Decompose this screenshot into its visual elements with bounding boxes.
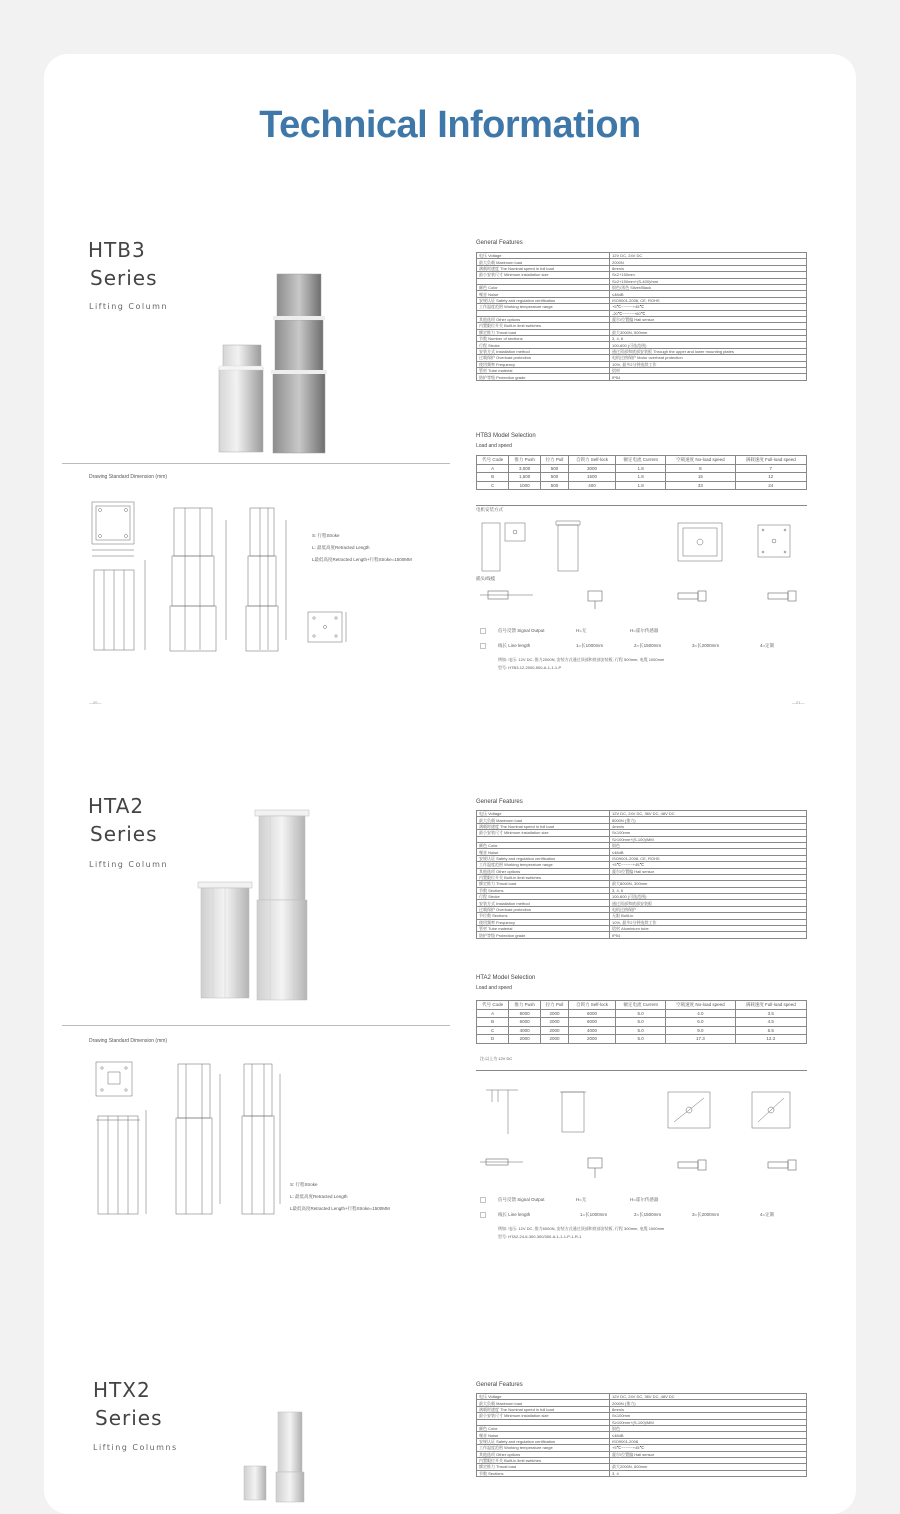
selection-header: 满载速度 Full-load speed [735,456,806,465]
hta2-cable-drawings [478,1152,808,1192]
spec-key: 噪音 Noise [477,291,610,297]
htx2-product-image [240,1408,310,1500]
hta2-opt2-c: 3=长2000mm [692,1212,720,1217]
selection-cell: 24 [735,481,806,490]
spec-key: 最大负载 Maximum load [477,1400,610,1406]
selection-header: 自锁力 Self-lock [568,456,615,465]
hta2-series-name [88,792,158,848]
spec-key: 内置限位开关 Built-in limit switches [477,323,610,329]
spec-value: 10%, 最多2分钟连续工作 [610,919,807,925]
hta2-opt1-b: H=霍尔传感器 [630,1197,659,1202]
spec-value: 无限 Built-in [610,913,807,919]
selection-cell: 2000 [540,1026,568,1035]
hta2-opt2-d: 4=定制 [760,1212,775,1217]
spec-value: ≤48dB [610,1432,807,1438]
selection-header: 额定电流 Current [616,456,666,465]
spec-value: S≤100mm [610,1413,807,1419]
htb3-option-checkboxes[interactable] [480,628,488,650]
spec-value: ISO9001-2008, CE, ROHS [610,297,807,303]
selection-cell: 5.0 [616,1026,666,1035]
spec-key: 过载保护 Overload protection [477,355,610,361]
htb3-divider [62,463,450,464]
spec-key: 行程 Stroke [477,894,610,900]
selection-cell: 4.5 [735,1018,806,1027]
hta2-legend-total: L最低高度Retracted Length+行程Stroke=1500MM [290,1206,390,1211]
spec-value: -20℃~~~~~+60℃ [610,310,807,316]
spec-value: 100-600 (可选范围) [610,894,807,900]
htb3-name-line1: HTB3 [88,238,146,262]
spec-key: 颜色 Color [477,842,610,848]
htx2-series-name [93,1376,163,1432]
selection-cell: 5.0 [616,1009,666,1018]
spec-key: 安装方式 Installation method [477,348,610,354]
spec-key: 最小安装尺寸 Minimum installation size [477,272,610,278]
spec-row [477,1470,807,1476]
spec-key: 额定推力 Thrust load [477,881,610,887]
spec-value: +5℃~~~~~+45℃ [610,862,807,868]
htb3-opt1-label: 信号反馈 Signal Output [498,628,545,633]
htb3-cable-drawings [478,585,808,620]
selection-cell: 2000 [568,1035,615,1044]
hta2-name-line1: HTA2 [88,794,145,818]
htb3-selection-sub: Load and speed [476,443,512,449]
spec-key: 内置限位开关 Built-in limit switches [477,874,610,880]
htb3-features-title: General Features [476,240,523,246]
htb3-note2: 型号: HTB3-12-2000-500-A-1-1-1-P [498,665,562,670]
selection-header: 额定电流 Current [616,1001,666,1010]
hta2-drawing-title: Drawing Standard Dimension (mm) [89,1038,168,1044]
hta2-mount-divider [476,1070,807,1071]
selection-cell: 1000 [509,481,541,490]
spec-key: 额定推力 Thrust load [477,329,610,335]
selection-header: 空载速度 No-load speed [666,1001,735,1010]
selection-cell: 1.8 [616,481,666,490]
spec-value: 最大2000N, 600mm [610,1464,807,1470]
selection-cell: 33 [666,481,735,490]
selection-cell: D [477,1035,509,1044]
htb3-cable-title: 插头/线缆 [476,576,496,581]
hta2-divider [62,1025,450,1026]
spec-key: 节位数 Sections [477,913,610,919]
selection-cell: 3,000 [509,464,541,473]
htb3-legend-retracted: L: 最低高度Retracted Length [312,545,370,550]
spec-key: 最小安装尺寸 Minimum installation size [477,1413,610,1419]
spec-key: 噪音 Noise [477,849,610,855]
selection-cell: 2000 [540,1009,568,1018]
selection-cell: 4.0 [666,1009,735,1018]
spec-key: 过载保护 Overload protection [477,906,610,912]
htx2-features-table [476,1393,807,1477]
spec-key: 颜色 Color [477,284,610,290]
spec-value: S≤2+150mm [610,272,807,278]
selection-cell: 6.5 [735,1026,806,1035]
htx2-name-line1: HTX2 [93,1378,151,1402]
spec-key: 工作温度范围 Working temperature range [477,1445,610,1451]
spec-value: 银色 [610,1425,807,1431]
htb3-page-left: —20— [89,700,102,705]
selection-cell: 1,500 [509,473,541,482]
spec-value: 8mm/s [610,1406,807,1412]
spec-value: 银色 [610,842,807,848]
selection-header: 代号 Code [477,1001,509,1010]
selection-cell: C [477,481,509,490]
hta2-name-line2: Series [90,822,158,846]
selection-row [477,464,807,473]
selection-cell: 1.8 [616,473,666,482]
hta2-subtitle: Lifting Column [89,860,169,869]
spec-value: S≥2+150mm+(S-400)/mm [610,278,807,284]
spec-value: 10%, 最多2分钟连续工作 [610,361,807,367]
selection-cell: 1.8 [616,464,666,473]
spec-key: 使用频率 Frequency [477,361,610,367]
selection-cell: 500 [540,473,568,482]
spec-value: 3, 4, 6 [610,887,807,893]
spec-value: 2000N (推力) [610,1400,807,1406]
spec-key: 其他选项 Other options [477,868,610,874]
htb3-opt2-label: 线长 Line length [498,643,531,648]
selection-cell: 17.3 [666,1035,735,1044]
spec-key: 管材 Tube material [477,368,610,374]
hta2-selection-sub: Load and speed [476,985,512,991]
hta2-note1: 例如: 电压: 12V DC, 推力6000N, 安装方式通过顶部和底部安装板, 行程 300mm, 电缆 1000mm [498,1226,665,1231]
htb3-mount-divider [476,505,807,506]
htb3-product-image [215,270,325,455]
spec-key: 工作温度范围 Working temperature range [477,304,610,310]
htb3-series-name [88,236,158,292]
spec-value: S≥100mm+(S-100)/MM [610,836,807,842]
hta2-selection-title: HTA2 Model Selection [476,975,536,981]
selection-header: 拉力 Pull [540,456,568,465]
spec-key: 颜色 Color [477,1425,610,1431]
hta2-features-table [476,810,807,939]
htb3-opt1-b: H=霍尔传感器 [630,628,659,633]
selection-cell: 4000 [568,1026,615,1035]
hta2-product-image [195,806,315,1006]
spec-value: 4mm/s [610,823,807,829]
spec-value: 100-600 (可选范围) [610,342,807,348]
selection-header: 空载速度 No-load speed [666,456,735,465]
spec-key: 额定推力 Thrust load [477,1464,610,1470]
htb3-subtitle: Lifting Column [89,302,169,311]
hta2-legend-stroke: S: 行程Stroke [290,1182,318,1187]
spec-value: 8000N (推力) [610,817,807,823]
spec-key: 使用频率 Frequency [477,919,610,925]
htb3-features-table [476,252,807,381]
spec-key: 最大负载 Maximum load [477,259,610,265]
htb3-selection-table [476,455,807,490]
spec-value: 通过顶部和底部安装板 Through the upper and lower mounting plates [610,348,807,354]
htb3-mount-drawings [478,515,808,575]
spec-key: 其他选项 Other options [477,1451,610,1457]
htb3-note1: 例如: 电压: 12V DC, 推力2000N, 安装方式通过顶部和底部安装板, 行程 500mm, 电缆 1000mm [498,657,665,662]
selection-cell: 12.3 [735,1035,806,1044]
selection-cell: 500 [540,481,568,490]
selection-cell: 3000 [568,464,615,473]
htb3-name-line2: Series [90,266,158,290]
selection-header: 推力 Push [509,1001,541,1010]
spec-value: 12V DC, 24V DC, 36V DC, 48V DC [610,811,807,817]
selection-row [477,481,807,490]
spec-key: 满载时速度 The Nominal speed in full load [477,1406,610,1412]
selection-cell: 400 [568,481,615,490]
spec-key: 管材 Tube material [477,926,610,932]
spec-value: +5℃~~~~~+45℃ [610,1445,807,1451]
spec-row [477,932,807,938]
hta2-opt1-a: H=无 [576,1197,587,1202]
selection-cell: 6.0 [666,1018,735,1027]
spec-value: 最大3000N, 500mm [610,329,807,335]
hta2-note2: 型号: HTA2-24-6-300-300/300-A-1-1-1-P-1-R-1 [498,1234,582,1239]
selection-row [477,1026,807,1035]
spec-key: 防护等级 Protection grade [477,932,610,938]
spec-value: 8mm/s [610,265,807,271]
spec-value: 12V DC, 24V DC, 36V DC, 48V DC [610,1394,807,1400]
spec-key: 安规认证 Safety and regulation certification [477,1438,610,1444]
spec-value: S≥100mm+(S-100)/MM [610,1419,807,1425]
spec-value: 最大8000N, 300mm [610,881,807,887]
hta2-mount-drawings [478,1074,808,1139]
selection-cell: 15 [666,473,735,482]
spec-value: ≤48dB [610,849,807,855]
selection-header: 满载速度 Full-load speed [735,1001,806,1010]
spec-key: 节数 Sections [477,1470,610,1476]
spec-key: 电压 Voltage [477,253,610,259]
spec-value: 霍尔/位置编 Hall sensor [610,868,807,874]
spec-value: ISO9001-2008, CE, ROHS [610,855,807,861]
spec-value: 12V DC, 24V DC [610,253,807,259]
selection-cell: 6000 [568,1018,615,1027]
selection-cell: 3.5 [735,1009,806,1018]
htb3-mount-title: 电机安装方式 [476,507,503,512]
hta2-legend-retracted: L: 最低高度Retracted Length [290,1194,348,1199]
spec-value: 霍尔/位置编 Hall sensor [610,1451,807,1457]
selection-row [477,1009,807,1018]
selection-cell: 5.0 [616,1018,666,1027]
page-title: Technical Information [259,104,641,146]
htb3-selection-title: HTB3 Model Selection [476,433,536,439]
htx2-features-title: General Features [476,1382,523,1388]
hta2-opt2-label: 线长 Line length [498,1212,531,1217]
spec-key: 最大负载 Maximum load [477,817,610,823]
selection-cell: 2000 [540,1035,568,1044]
spec-key: 行程 Stroke [477,342,610,348]
spec-value: 3, 4 [610,1470,807,1476]
hta2-features-title: General Features [476,799,523,805]
selection-cell: A [477,464,509,473]
selection-cell: B [477,1018,509,1027]
spec-value: 电机过热保护 [610,906,807,912]
hta2-dimension-drawing [94,1060,394,1220]
spec-value: 2000N [610,259,807,265]
selection-cell: 2000 [509,1035,541,1044]
selection-cell: 7 [735,464,806,473]
spec-key: 满载时速度 The Nominal speed in full load [477,265,610,271]
spec-value: IP54 [610,374,807,380]
selection-row [477,473,807,482]
spec-value: 电机过热保护 Motor overheat protection [610,355,807,361]
selection-cell: 4000 [509,1026,541,1035]
spec-value: 铝材 [610,368,807,374]
spec-key: 安装方式 Installation method [477,900,610,906]
selection-header-row [477,456,807,465]
htb3-dimension-drawing [90,500,440,660]
spec-key: 节数 Number of sections [477,336,610,342]
spec-key: 电压 Voltage [477,1394,610,1400]
selection-cell: 6000 [568,1009,615,1018]
htb3-opt1-a: H=无 [576,628,587,633]
selection-header: 拉力 Pull [540,1001,568,1010]
spec-value: 霍尔/位置编 Hall sensor [610,316,807,322]
spec-value: 通过顶部和底部安装板 [610,900,807,906]
spec-value: S≤100mm [610,830,807,836]
spec-value: IP54 [610,932,807,938]
hta2-option-checkboxes[interactable] [480,1197,488,1219]
htx2-name-line2: Series [95,1406,163,1430]
hta2-opt2-a: 1=长1000mm [580,1212,608,1217]
spec-key: 最小安装尺寸 Minimum installation size [477,830,610,836]
hta2-selection-table [476,1000,807,1044]
selection-cell: 5.0 [616,1035,666,1044]
spec-value: 银色/黑色 Silver/Black [610,284,807,290]
selection-cell: 8000 [509,1009,541,1018]
selection-header: 自锁力 Self-lock [568,1001,615,1010]
spec-key: 工作温度范围 Working temperature range [477,862,610,868]
selection-cell: B [477,473,509,482]
spec-value: +5℃~~~~~+45℃ [610,304,807,310]
selection-cell: 9.0 [666,1026,735,1035]
spec-value: 铝材 Aluminium tube [610,926,807,932]
htb3-page-right: —21— [792,700,805,705]
htb3-opt2-b: 2=长1500mm [634,643,662,648]
htb3-opt2-d: 4=定制 [760,643,775,648]
spec-key: 防护等级 Protection grade [477,374,610,380]
selection-row [477,1018,807,1027]
htb3-drawing-title: Drawing Standard Dimension (mm) [89,474,168,480]
selection-cell: 2000 [540,1018,568,1027]
selection-header: 代号 Code [477,456,509,465]
selection-cell: C [477,1026,509,1035]
selection-row [477,1035,807,1044]
hta2-selection-note: 注:以上为 12V DC [480,1056,513,1061]
selection-cell: 6000 [509,1018,541,1027]
selection-cell: 1500 [568,473,615,482]
spec-key: 噪音 Noise [477,1432,610,1438]
htb3-legend-total: L最低高度Retracted Length+行程Stroke=1500MM [312,557,412,562]
selection-header-row [477,1001,807,1010]
selection-cell: A [477,1009,509,1018]
spec-value: ISO9001-2008 [610,1438,807,1444]
selection-header: 推力 Push [509,456,541,465]
selection-cell: 8 [666,464,735,473]
spec-key: 电压 Voltage [477,811,610,817]
selection-cell: 12 [735,473,806,482]
hta2-opt2-b: 2=长1500mm [634,1212,662,1217]
spec-key: 节数 Sections [477,887,610,893]
htb3-legend-stroke: S: 行程Stroke [312,533,340,538]
spec-key: 安规认证 Safety and regulation certification [477,297,610,303]
htx2-subtitle: Lifting Columns [93,1443,178,1452]
spec-key: 内置限位开关 Built-in limit switches [477,1457,610,1463]
htb3-opt2-a: 1=长1000mm [576,643,604,648]
spec-value: 3, 4, 6 [610,336,807,342]
spec-key: 满载时速度 The Nominal speed in full load [477,823,610,829]
selection-cell: 500 [540,464,568,473]
spec-value: ≤48dB [610,291,807,297]
spec-key: 其他选项 Other options [477,316,610,322]
hta2-opt1-label: 信号反馈 Signal Output [498,1197,545,1202]
htb3-opt2-c: 3=长2000mm [692,643,720,648]
spec-row [477,374,807,380]
spec-key: 安规认证 Safety and regulation certification [477,855,610,861]
